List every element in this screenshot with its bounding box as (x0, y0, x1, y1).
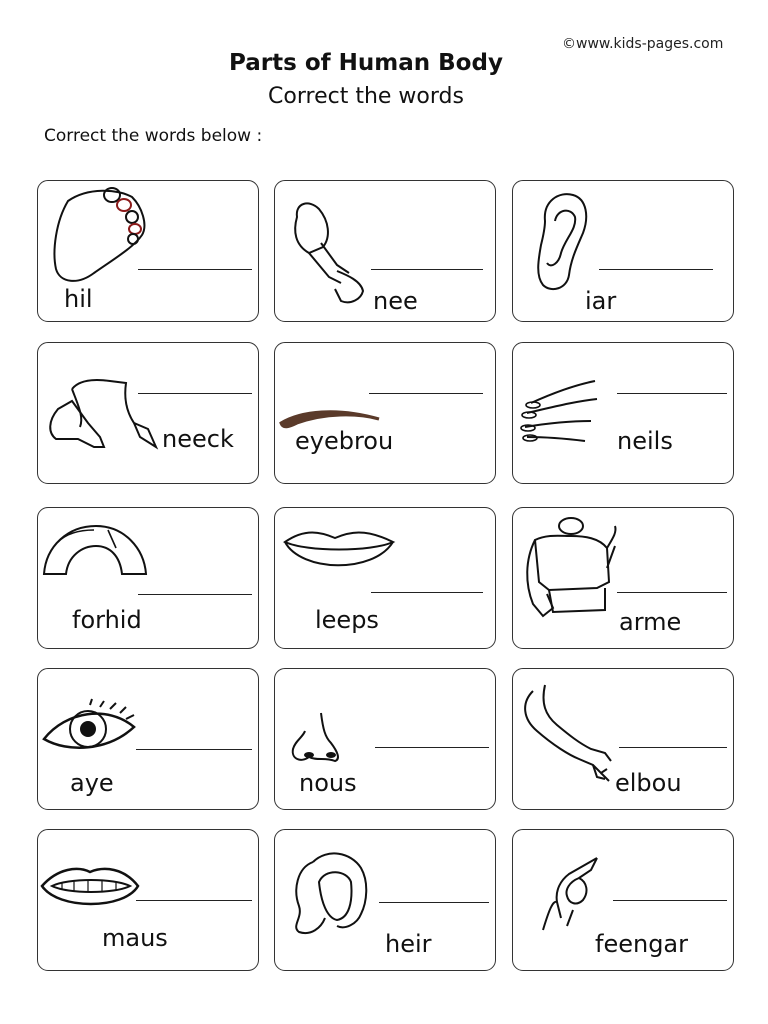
scrambled-word: neeck (162, 425, 234, 453)
scrambled-word: feengar (595, 930, 688, 958)
card-knee (274, 180, 496, 322)
answer-line[interactable] (599, 269, 713, 270)
answer-line[interactable] (619, 747, 727, 748)
answer-line[interactable] (379, 902, 489, 903)
answer-line[interactable] (371, 592, 483, 593)
scrambled-word: arme (619, 608, 682, 636)
card-finger (512, 829, 734, 971)
card-hair (274, 829, 496, 971)
scrambled-word: leeps (315, 606, 379, 634)
scrambled-word: maus (102, 924, 168, 952)
card-forehead (37, 507, 259, 649)
answer-line[interactable] (369, 393, 483, 394)
scrambled-word: heir (385, 930, 432, 958)
copyright-notice: ©www.kids-pages.com (562, 36, 724, 52)
lips-icon (275, 508, 496, 649)
scrambled-word: nee (373, 287, 418, 315)
answer-line[interactable] (138, 393, 252, 394)
scrambled-word: iar (585, 287, 617, 315)
card-foot (37, 180, 259, 322)
card-fingernails (512, 342, 734, 484)
scrambled-word: aye (70, 769, 114, 797)
card-lips (274, 507, 496, 649)
answer-line[interactable] (371, 269, 483, 270)
ear-icon (513, 181, 734, 322)
scrambled-word: hil (64, 285, 93, 313)
page-title: Parts of Human Body (229, 50, 503, 76)
scrambled-word: nous (299, 769, 357, 797)
scrambled-word: elbou (615, 769, 682, 797)
scrambled-word: neils (617, 427, 673, 455)
eyebrow-icon (275, 343, 496, 484)
card-arm (512, 507, 734, 649)
card-ear (512, 180, 734, 322)
answer-line[interactable] (138, 269, 252, 270)
card-eye (37, 668, 259, 810)
scrambled-word: eyebrou (295, 427, 394, 455)
answer-line[interactable] (375, 747, 489, 748)
answer-line[interactable] (617, 393, 727, 394)
instruction-text: Correct the words below : (44, 126, 263, 146)
page-subtitle: Correct the words (268, 84, 464, 109)
scrambled-word: forhid (72, 606, 142, 634)
answer-line[interactable] (136, 900, 252, 901)
answer-line[interactable] (613, 900, 727, 901)
card-nose (274, 668, 496, 810)
fingernails-icon (513, 343, 734, 484)
answer-line[interactable] (617, 592, 727, 593)
card-eyebrow (274, 342, 496, 484)
answer-line[interactable] (138, 594, 252, 595)
card-elbow (512, 668, 734, 810)
answer-line[interactable] (136, 749, 252, 750)
card-neck (37, 342, 259, 484)
card-mouth (37, 829, 259, 971)
neck-icon (38, 343, 259, 484)
